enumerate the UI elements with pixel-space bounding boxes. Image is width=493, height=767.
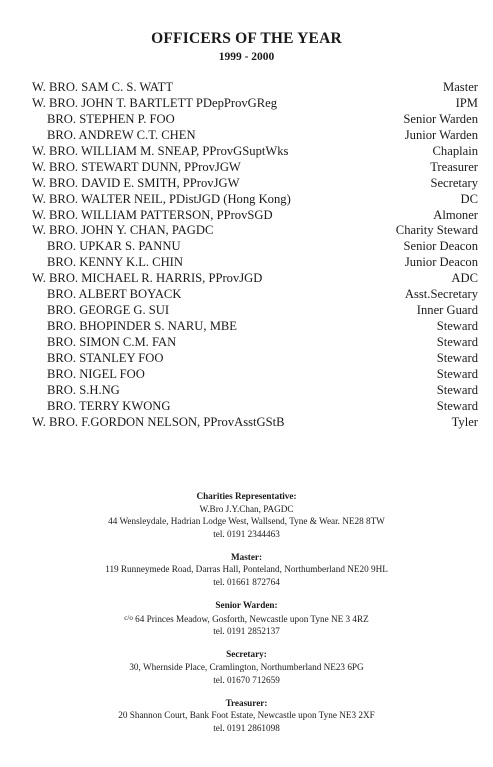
officer-name: W. BRO. STEWART DUNN, PProvJGW [32, 159, 241, 174]
officer-row [0, 303, 493, 319]
officer-row [0, 176, 493, 192]
officer-role: Inner Guard [416, 303, 478, 318]
contact-heading: Senior Warden: [215, 600, 278, 611]
contact-telephone: tel. 0191 2852137 [213, 626, 280, 637]
officer-name: W. BRO. MICHAEL R. HARRIS, PProvJGD [32, 271, 263, 286]
officer-row [0, 287, 493, 303]
officer-row [0, 255, 493, 271]
contact-name: W.Bro J.Y.Chan, PAGDC [199, 503, 294, 514]
officer-role: Tyler [451, 414, 478, 429]
officer-role: Steward [436, 335, 478, 349]
officer-role: Junior Warden [404, 127, 478, 142]
officer-role: Steward [436, 382, 478, 397]
contact-address: 64 Princes Meadow, Gosforth, Newcastle upon Tyne NE 3 4RZ [135, 613, 369, 624]
officer-role: Senior Warden [403, 111, 478, 126]
officer-role: Charity Steward [395, 223, 478, 238]
officer-role: Steward [436, 350, 478, 365]
officer-role: Steward [436, 398, 478, 413]
officer-role: Master [443, 80, 478, 94]
officer-row [0, 160, 493, 176]
officer-row [0, 144, 493, 160]
officer-row [0, 80, 493, 96]
officer-name: W. BRO. SAM C. S. WATT [32, 80, 174, 94]
contact-section [0, 490, 493, 745]
officer-row [0, 351, 493, 367]
officer-name: BRO. TERRY KWONG [47, 398, 171, 413]
officer-name: BRO. S.H.NG [47, 382, 120, 397]
officer-name: BRO. NIGEL FOO [47, 366, 145, 381]
contact-address: 119 Runneymede Road, Darras Hall, Ponteland, Northumberland NE20 9HL [105, 564, 388, 575]
officer-row [0, 128, 493, 144]
contact-secretary [0, 648, 493, 686]
officer-name: W. BRO. JOHN T. BARTLETT PDepProvGReg [32, 95, 278, 110]
officer-role: Secretary [430, 175, 478, 190]
officer-row [0, 239, 493, 255]
officer-name: BRO. STEPHEN P. FOO [47, 111, 175, 126]
officer-row [0, 383, 493, 399]
officer-row [0, 208, 493, 224]
officer-row [0, 367, 493, 383]
officer-row [0, 192, 493, 208]
officer-name: BRO. KENNY K.L. CHIN [47, 255, 183, 270]
contact-heading: Master: [230, 551, 263, 562]
year-range: 1999 - 2000 [218, 51, 275, 63]
officer-row [0, 271, 493, 287]
contact-address: 30, Whernside Place, Cramlington, Northumberland NE23 6PG [129, 662, 364, 673]
officer-name: W. BRO. DAVID E. SMITH, PProvJGW [32, 175, 240, 190]
care-of-mark: c/o [124, 613, 133, 622]
officer-name: BRO. BHOPINDER S. NARU, MBE [47, 319, 237, 334]
officer-row [0, 112, 493, 128]
contact-charities-representative [0, 490, 493, 540]
officer-name: BRO. SIMON C.M. FAN [47, 335, 177, 349]
officer-role: DC [460, 191, 478, 206]
officer-name: W. BRO. WILLIAM PATTERSON, PProvSGD [32, 207, 273, 222]
officer-role: IPM [455, 95, 478, 110]
officer-name: W. BRO. WILLIAM M. SNEAP, PProvGSuptWks [32, 143, 289, 158]
contact-master [0, 551, 493, 589]
officer-name: BRO. GEORGE G. SUI [47, 303, 170, 318]
contact-address: 44 Wensleydale, Hadrian Lodge West, Wallsend, Tyne & Wear. NE28 8TW [108, 516, 385, 527]
officer-name: W. BRO. F.GORDON NELSON, PProvAsstGStB [32, 414, 285, 429]
officer-role: ADC [451, 271, 478, 286]
contact-address-line [0, 612, 493, 626]
contact-heading: Treasurer: [225, 697, 268, 708]
officer-row [0, 399, 493, 415]
contact-telephone: tel. 01661 872764 [213, 577, 280, 588]
contact-senior-warden [0, 599, 493, 638]
contact-address: 20 Shannon Court, Bank Foot Estate, Newcastle upon Tyne NE3 2XF [118, 710, 375, 721]
officer-row [0, 335, 493, 351]
officer-list [0, 80, 493, 431]
contact-treasurer [0, 697, 493, 735]
page-title: OFFICERS OF THE YEAR [151, 30, 342, 47]
officer-name: W. BRO. JOHN Y. CHAN, PAGDC [32, 223, 214, 238]
officer-row [0, 223, 493, 239]
officer-role: Treasurer [430, 159, 478, 174]
officer-row [0, 319, 493, 335]
officer-row [0, 415, 493, 431]
officer-role: Steward [436, 319, 478, 334]
officer-role: Senior Deacon [403, 239, 478, 254]
officer-name: BRO. ANDREW C.T. CHEN [47, 127, 196, 142]
contact-heading: Secretary: [226, 649, 267, 660]
officer-name: BRO. ALBERT BOYACK [47, 287, 182, 302]
officer-role: Junior Deacon [404, 255, 478, 270]
contact-telephone: tel. 0191 2344463 [213, 528, 280, 539]
contact-heading: Charities Representative: [196, 491, 297, 501]
officer-name: BRO. STANLEY FOO [47, 350, 164, 365]
officer-name: W. BRO. WALTER NEIL, PDistJGD (Hong Kong) [32, 191, 291, 206]
contact-telephone: tel. 01670 712659 [213, 674, 280, 685]
officer-row [0, 96, 493, 112]
contact-telephone: tel. 0191 2861098 [213, 722, 280, 733]
officer-role: Steward [436, 366, 478, 381]
officer-role: Chaplain [432, 143, 478, 158]
officer-role: Asst.Secretary [404, 287, 478, 302]
officer-name: BRO. UPKAR S. PANNU [47, 239, 181, 254]
officer-role: Almoner [433, 207, 478, 222]
